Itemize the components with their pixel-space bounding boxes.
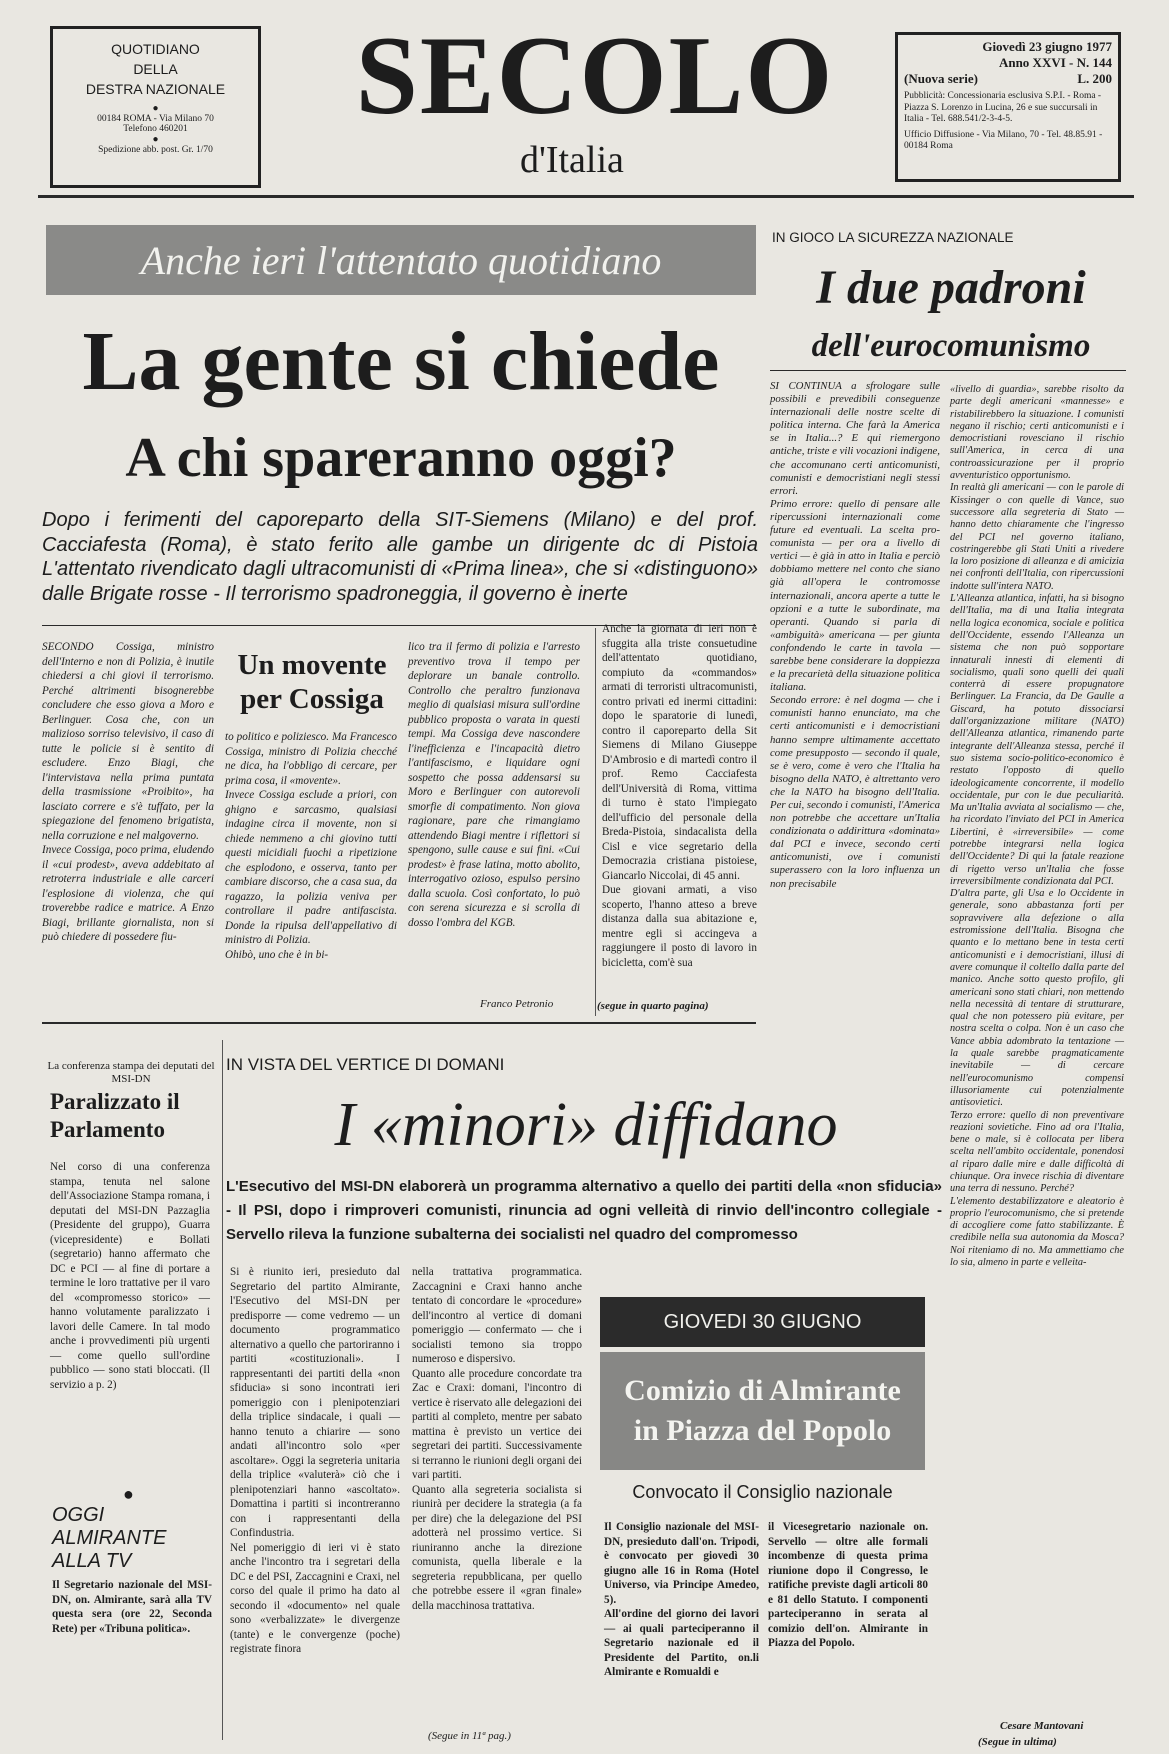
masthead-rule — [38, 195, 1134, 198]
comizio-date: GIOVEDI 30 GIUGNO — [663, 1310, 862, 1333]
eurocom-col-1: SI CONTINUA a sfrologare sulle possibili e prevedibili conseguenze internazionali delle nostre scelte di politica interna. Che farà la America se in Italia...? E qui riemergono antiche, triste e vili vocazioni indigene, che accomunano certi anticomunisti, comunisti e democristiani negli stessi errori. Primo errore: quello di pensare alle ripercussioni internazionali come future ed eventuali. La scelta pro-comunista — per ora a livello di vertici — è già in atto in Italia e perciò dobbiamo mettere nel conto che siano già all'opera le contromosse internazionali, ancora aperte a tutte le opzioni e a tutte le subordinate, ma operanti. Quando si parla di «ambiguità» americana — per giunta confondendo le carte in tavola — sarebbe bene considerare la doppiezza e la precarietà della situazione politica italiana. Secondo errore: è nel dogma — che i comunisti hanno enunciato, ma che certi anticomunisti e i democristiani hanno sempre ultimamente accettato come presupposto — secondo il quale, se è vero, come è vero che l'Italia ha bisogno della NATO, è altrettanto vero che la NATO ha bisogno dell'Italia. Per cui, secondo i comunisti, l'America non potrebbe che accettare un'Italia condizionata o addirittura «dominata» dal PCI e invece, secondo certi anticomunisti, ove i comunisti superassero con la loro influenza un non precisabile — [770, 380, 941, 890]
tv-title: OGGI ALMIRANTE ALLA TV — [52, 1504, 167, 1572]
vertice-title: I «minori» diffidano — [334, 1091, 838, 1159]
msi-title: Paralizzato il Parlamento — [50, 1089, 180, 1142]
comizio-header — [600, 1297, 925, 1347]
lead-banner-text: Anche ieri l'attentato quotidiano — [140, 237, 662, 283]
comizio-col-2: il Vicesegretario nazionale on. Servello — oltre alle formali incombenze di questa prima riunione dopo il Congresso, le ratifiche previste dagli articoli 80 e 81 dello Statuto. I componenti parteciperanno in serata al comizio dell'on. Almirante in Piazza del Popolo. — [768, 1521, 928, 1649]
eurocom-rule — [770, 370, 1126, 371]
lead-summary: Dopo i ferimenti del caporeparto della SIT-Siemens (Milano) e del prof. Cacciafesta (Roma), è stato ferito alle gambe un dirigente dc di Pistoia L'attentato rivendicato dagli ultracomunisti di «Prima linea», che si «distinguono» dalle Brigate rosse - Il terrorismo spadroneggia, il governo è inerte — [42, 509, 758, 605]
comizio-col-1: Il Consiglio nazionale del MSI-DN, presieduto dall'on. Tripodi, è convocato per giovedì 30 giugno alle 16 in Roma (Hotel Universo, via Principe Amedeo, 5). All'ordine del giorno dei lavori — ai quali parteciperanno il Segretario nazionale ed il Presidente del Partito, on.li Almirante e Romualdi e — [604, 1521, 759, 1678]
masthead-left-box — [50, 26, 261, 188]
issue-date: Giovedì 23 giugno 1977 — [982, 39, 1112, 54]
column-divider — [595, 628, 596, 1016]
masthead-shipping: Spedizione abb. post. Gr. 1/70 — [98, 145, 213, 155]
cossiga-col-3: lico tra il fermo di polizia e l'arresto preventivo trova il tempo per deplorare un banale controllo. Controllo che peraltro funzionava meglio di qualsiasi misura sull'ordine pubblico proposta o varata in questi tempi. Ma Cossiga deve nascondere l'inefficienza e l'incapacità dietro l'antifascismo, e liquidare ogni sospetto che possa addensarsi su Moro e Berlinguer con autorevoli smorfie di compatimento. Non giova ragionare, pare che rimangiamo attendendo Biagi mentre i riflettori si spengono, sulle cause e sui fini. «Cui prodest» è frase latina, motto abolito, interrogativo ozioso, espulso persino dalla scuola. Così confortato, lo può con serena sicurezza e si scrolla di dosso l'ombra del KGB. — [408, 641, 580, 929]
comizio-title: Comizio di Almirante in Piazza del Popolo — [624, 1374, 901, 1447]
tagline-1: QUOTIDIANO — [111, 41, 200, 57]
lead-body: Anche la giornata di ieri non è sfuggita alla triste consuetudine dell'attentato quotidiano, compiuto da «commandos» armati di terroristi ultracomunisti, contro privati ed inermi cittadini: dopo le sparatorie di lunedì, contro il caporeparto della Sit Siemens di Milano Giuseppe D'Ambrosio e di martedì contro il prof. Remo Cacciafesta dell'Università di Roma, vittima di turno è stato l'impiegato dell'ufficio del personale della Breda-Pistoia, sindacalista della Cisl e vice segretario della Democrazia cristiana pistoiese, Giancarlo Niccolai, di 45 anni. Due giovani armati, a viso scoperto, l'hanno atteso a breve distanza dalla sua abitazione e, mentre egli si accingeva a raggiungere il posto di lavoro in bicicletta, com'è sua — [602, 623, 757, 969]
vertice-kicker: IN VISTA DEL VERTICE DI DOMANI — [226, 1055, 505, 1074]
lead-subheadline: A chi spareranno oggi? — [125, 427, 677, 489]
bullet-icon: ● — [152, 134, 159, 145]
eurocom-title: I due padroni — [816, 261, 1086, 314]
cossiga-title: Un movente per Cossiga — [237, 649, 387, 715]
eurocom-subtitle: dell'eurocomunismo — [811, 328, 1091, 364]
msi-body: Nel corso di una conferenza stampa, tenuta nel salone dell'Associazione Stampa romana, i deputati del MSI-DN Pazzaglia (Presidente del gruppo), Guarra (vicepresidente) e Bollati (segretario) hanno affermato che DC e PCI — al fine di portare a termine le loro trattative per il varo del «compromesso storico» — hanno volutamente paralizzato i lavori delle Camere. In tal modo anche i provvedimenti più urgenti — come quello sull'ordine pubblico — sono stati bloccati. (Il servizio a p. 2) — [50, 1161, 210, 1391]
newspaper-subtitle: d'Italia — [520, 139, 624, 181]
eurocom-signature: Cesare Mantovani — [1000, 1720, 1084, 1732]
tagline-2: DELLA — [133, 61, 178, 77]
tagline-3: DESTRA NAZIONALE — [85, 81, 226, 97]
eurocom-continued: (Segue in ultima) — [978, 1736, 1057, 1748]
cossiga-col-2: to politico e poliziesco. Ma Francesco Cossiga, ministro di Polizia checché ne dica, ha l'obbligo di cercare, per prima cosa, il «movente». Invece Cossiga esclude a priori, con ghigno e sarcasmo, qualsiasi indagine circa il movente, non si chiede nemmeno a chi giovino tutti questi micidiali fuochi a ripetizione che esplodono, e osserva, tanto per cambiare discorso, che a casa sua, da ragazzo, la polizia veniva per controllare il padre antifascista. Donde la ripulsa dell'appellativo di ministro di Polizia. Ohibò, uno che è in bi- — [225, 731, 397, 961]
distribution-info: Ufficio Diffusione - Via Milano, 70 - Tel. 48.85.91 - 00184 Roma — [904, 129, 1103, 151]
issue-price: L. 200 — [1077, 71, 1112, 86]
eurocom-col-2: «livello di guardia», sarebbe risolto da parte degli americani «mannesse» e ristabilirebbero la situazione. I comunisti negano il rischio; certi anticomunisti e i democristiani rovesciano il rischio sull'America, in cerca di una controassicurazione per il proprio avventuristico opportunismo. In realtà gli americani — con le parole di Kissinger o con quelle di Vance, suo successore alla segreteria di Stato — hanno detto chiaramente che l'ingresso del PCI nel governo italiano, costringerebbe gli Stati Uniti a rivedere la loro posizione di alleanza e di amicizia nei confronti dell'Italia, con ripercussioni indotte sull'intera NATO. L'Alleanza atlantica, infatti, ha sì bisogno dell'Italia, ma di una Italia integrata nella logica economica, sociale e politica dell'Occidente, essendo l'Alleanza un sistema che non può sopportare innaturali innesti di elementi di socialismo, quali sono quelli dei quali conterrà di essere propugnatore Berlinguer. La Francia, da De Gaulle a Giscard, ha potuto dissociarsi dall'organizzazione militare (NATO) dell'Alleanza atlantica, rimanendo parte integrante dell'Alleanza stessa, perché il suo sistema socio-politico-economico è restato l'opposto di quello ideologicamente concorrente, il modello occidentale, pur con le due peculiarità. Ma un'Italia avviata al socialismo — che, ha ricordato l'inviato del PCI in America Libertini, è «irreversibile» — come potrebbe integrarsi nella logica dell'Occidente? Di qui la fatale reazione di rigetto verso un'Italia che fosse irreversibilmente condizionata dal PCI. D'altra parte, gli Usa e lo Occidente in generale, sono abbastanza forti per sopravvivere alla defezione o alla estromissione dell'Italia. Bisogna che quanto e lo mettano bene in testa certi anticomunisti e i democristiani, illusi di avere comunque il coltello dalla parte del manico. Anche sotto questo profilo, gli americani sono stati chiari, non mettendo nella necessità di tentare di strutturare, qual che non potessero più evitare, per nostra scelta o colpa. Non è un caso che Vance abbia adombrato la tentazione — la quale sarebbe pragmaticamente inevitabile — di cercare nell'eurocomunismo compensi illusoriamente cui potenzialmente antisovietici. Terzo errore: quello di non preventivare reazioni sovietiche. Fino ad ora l'Italia, bene o male, si è collocata per libera scelta nell'ambito occidentale, ponendosi al riparo dalle mire e dalle difficoltà di chiunque. Ora invece rischia di diventare una terra di nessuno. Perché? L'elemento destabilizzatore e aleatorio è proprio l'eurocomunismo, che si pretende di accogliere come fatto stabilizzante. È credibile nella sua autonomia da Mosca? Noi riteniamo di no. Ma ammettiamo che lo sia, almeno in parte e velleita- — [950, 384, 1124, 1269]
masthead-phone: Telefono 460201 — [123, 124, 188, 134]
issue-number: Anno XXVI - N. 144 — [998, 55, 1112, 70]
comizio-subtitle: Convocato il Consiglio nazionale — [632, 1482, 893, 1502]
vertice-summary: L'Esecutivo del MSI-DN elaborerà un programma alternativo a quello dei partiti della «non sfiducia» - Il PSI, dopo i rimproveri comunisti, rinuncia ad ogni velleità di rinvio dell'incontro collegiale - Servello rileva la funzione subalterna dei socialisti nel quadro del compromesso — [226, 1178, 942, 1243]
issue-series: (Nuova serie) — [904, 71, 979, 86]
msi-kicker: La conferenza stampa dei deputati del MSI-DN — [47, 1060, 215, 1085]
bullet-icon: ● — [152, 103, 159, 114]
lead-headline: La gente si chiede — [82, 315, 720, 408]
masthead-address: 00184 ROMA - Via Milano 70 — [97, 114, 214, 124]
column-divider — [222, 1040, 223, 1740]
comizio-banner — [600, 1352, 925, 1470]
vertice-col-1: Si è riunito ieri, presieduto dal Segretario del partito Almirante, l'Esecutivo del MSI-DN per predisporre — come vedremo — un documento programmatico alternativo a quello che partoriranno i partiti «costituzionali». I rappresentanti dei partiti della «non sfiducia» si sono incontrati ieri pomeriggio con i plenipotenziari della triplice sindacale, i quali — hanno tenuto a chiarire — sono andati all'incontro solo «per ascoltare». Oggi la segreteria unitaria della triplice «valuterà» ciò che i plenipotenziari hanno «ascoltato». Domattina i partiti si incontreranno con i rappresentanti della Confindustria. Nel pomeriggio di ieri vi è stato anche l'incontro tra i segretari della DC e del PSI, Zaccagnini e Craxi, nel corso del quale il primo ha dato al secondo il «documento» nel quale sono «verbalizzate» le divergenze (tante) e le convergenze (poche) registrate finora — [230, 1266, 400, 1655]
section-rule — [42, 1022, 756, 1024]
cossiga-col-1: SECONDO Cossiga, ministro dell'Interno e non di Polizia, è inutile chiedersi a chi giovi il terrorismo. Perché altrimenti bisognerebbe concludere che esso giova a Moro e Berlinguer. Cosa che, con un malizioso sorriso televisivo, il caso di tutte le policie si è sentito di escludere. Enzo Biagi, che l'intervistava nella prima puntata della trasmissione «Proibito», ha lasciato correre e s'è tuffato, per la spiegazione del fenomeno brigatista, nella corruzione e nel malgoverno. Invece Cossiga, poco prima, eludendo il «cui prodest», aveva addebitato al retroterra industriale e alle carceri l'esplosione di violenza, che qui troverebbe radice e matrice. A Enzo Biagi, brillante giornalista, non si può chiedere di possedere fiu- — [42, 641, 214, 943]
vertice-col-2: nella trattativa programmatica. Zaccagnini e Craxi hanno anche tentato di concordare le «procedure» dell'incontro al vertice di domani pomeriggio — confermato — che i socialisti temono sia troppo numeroso e dispersivo. Quanto alle procedure concordate tra Zac e Craxi: domani, l'incontro di vertice è riservato alle delegazioni dei partiti al completo, mentre per sabato mattina è previsto un vertice dei segretari dei partiti. Successivamente si terranno le riunioni degli organi dei vari partiti. Quanto alla segreteria socialista si riunirà per decidere la strategia (a fa per dire) che la delegazione del PSI adotterà nel prossimo vertice. Si riuniranno anche la direzione comunista, quella liberale e la segreteria repubblicana, per quello che potrebbe essere il «gran finale» della macchinosa trattativa. — [412, 1266, 582, 1612]
advertising-info: Pubblicità: Concessionaria esclusiva S.P.I. - Roma - Piazza S. Lorenzo in Lucina, 26 e sue succursali in Italia - Tel. 688.541/2-3-4-5. — [904, 91, 1102, 124]
newspaper-title: SECOLO — [355, 14, 835, 138]
tv-body: Il Segretario nazionale del MSI-DN, on. Almirante, sarà alla TV questa sera (ore 22, Seconda Rete) per «Tribuna politica». — [52, 1579, 212, 1635]
eurocom-kicker: IN GIOCO LA SICUREZZA NAZIONALE — [772, 230, 1014, 245]
cossiga-signature: Franco Petronio — [480, 998, 554, 1010]
masthead-right-box — [895, 32, 1121, 182]
lead-continued: (segue in quarto pagina) — [597, 1000, 709, 1012]
bullet-icon: ● — [123, 1484, 134, 1504]
vertice-continued: (Segue in 11ª pag.) — [428, 1730, 511, 1742]
lead-banner — [46, 225, 756, 295]
